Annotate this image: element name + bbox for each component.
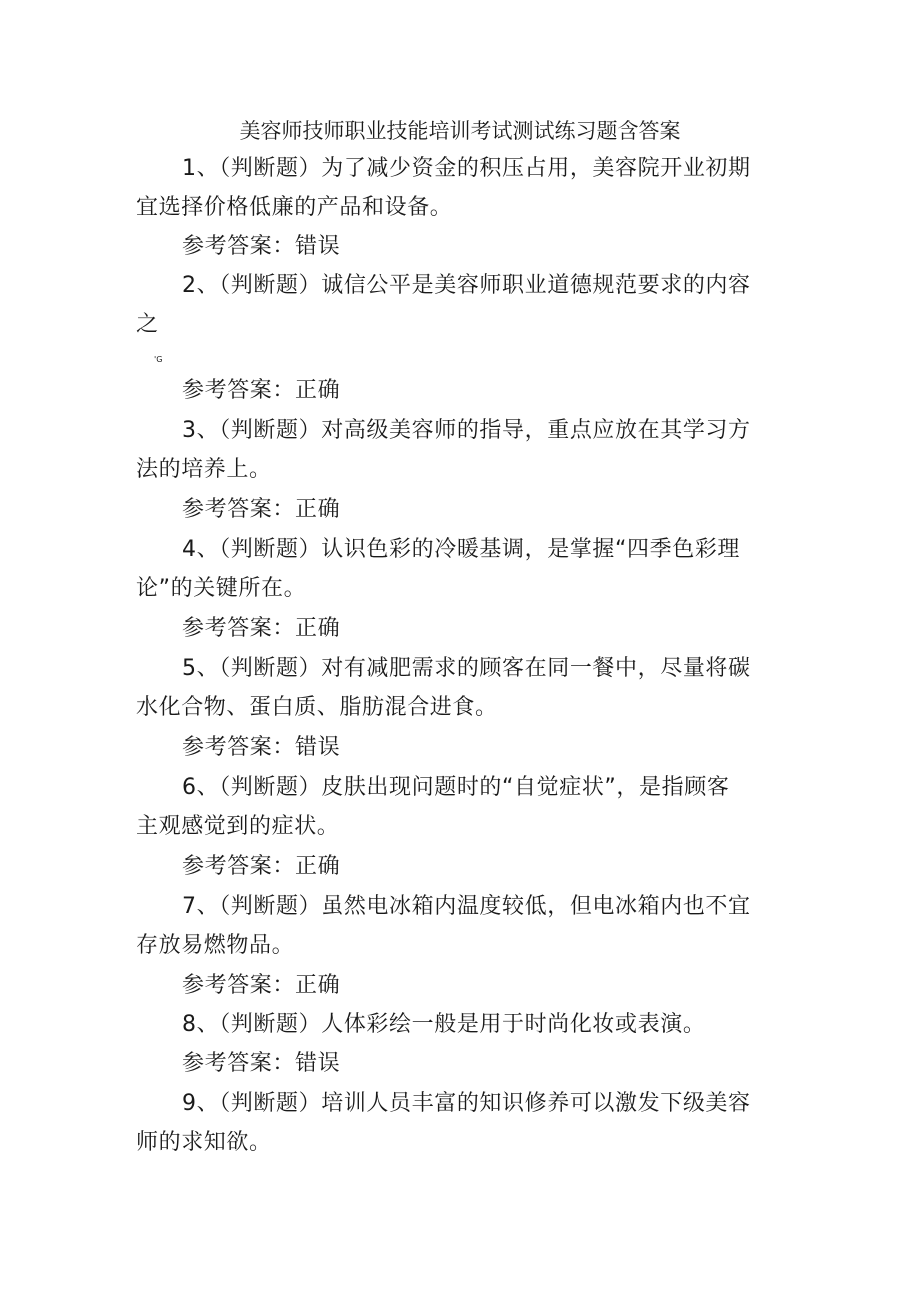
answer-1 <box>182 232 340 262</box>
question-text: 虽然电冰箱内温度较低，但电冰箱内也不宜 <box>321 894 751 919</box>
question-4 <box>182 535 740 565</box>
question-6 <box>182 773 729 803</box>
question-9-continuation: 师的求知欲。 <box>136 1130 272 1155</box>
answer-value: 正确 <box>295 497 341 522</box>
question-2 <box>182 271 751 301</box>
question-number: 7、 <box>182 894 220 919</box>
question-type: （判断题） <box>219 1012 322 1037</box>
answer-label: 参考答案： <box>182 234 296 259</box>
question-7 <box>182 892 751 922</box>
question-3 <box>182 416 751 446</box>
question-text: 培训人员丰富的知识修养可以激发下级美容 <box>321 1091 751 1116</box>
question-number: 6、 <box>182 775 220 800</box>
question-7-continuation: 存放易燃物品。 <box>136 933 295 958</box>
answer-6 <box>182 852 340 882</box>
answer-value: 错误 <box>295 234 341 259</box>
question-number: 1、 <box>182 156 220 181</box>
question-text: 认识色彩的冷暖基调，是掌握“四季色彩理 <box>321 537 741 562</box>
question-text: 对高级美容师的指导，重点应放在其学习方 <box>321 418 751 443</box>
answer-value: 正确 <box>295 378 341 403</box>
question-type: （判断题） <box>219 656 322 681</box>
answer-value: 错误 <box>295 1051 341 1076</box>
stray-mark: 'G <box>154 355 163 364</box>
question-type: （判断题） <box>219 537 322 562</box>
question-number: 4、 <box>182 537 220 562</box>
question-5 <box>182 654 751 684</box>
question-type: （判断题） <box>219 1091 322 1116</box>
question-text: 皮肤出现问题时的“自觉症状”，是指顾客 <box>321 775 730 800</box>
answer-value: 错误 <box>295 735 341 760</box>
answer-3 <box>182 495 340 525</box>
answer-label: 参考答案： <box>182 973 296 998</box>
question-1-continuation: 宜选择价格低廉的产品和设备。 <box>136 195 453 220</box>
answer-label: 参考答案： <box>182 735 296 760</box>
question-number: 5、 <box>182 656 220 681</box>
answer-8 <box>182 1049 340 1079</box>
question-number: 8、 <box>182 1012 220 1037</box>
answer-label: 参考答案： <box>182 1051 296 1076</box>
question-2-continuation: 之 <box>136 312 159 337</box>
answer-label: 参考答案： <box>182 854 296 879</box>
answer-label: 参考答案： <box>182 378 296 403</box>
answer-value: 正确 <box>295 616 341 641</box>
question-type: （判断题） <box>219 273 322 298</box>
question-1 <box>182 154 751 184</box>
question-number: 2、 <box>182 273 220 298</box>
answer-value: 正确 <box>295 854 341 879</box>
question-text: 人体彩绘一般是用于时尚化妆或表演。 <box>321 1012 706 1037</box>
answer-5 <box>182 733 340 763</box>
question-text: 对有减肥需求的顾客在同一餐中，尽量将碳 <box>321 656 751 681</box>
answer-value: 正确 <box>295 973 341 998</box>
question-number: 9、 <box>182 1091 220 1116</box>
question-type: （判断题） <box>219 775 322 800</box>
question-4-continuation: 论”的关键所在。 <box>136 576 307 601</box>
question-3-continuation: 法的培养上。 <box>136 457 272 482</box>
question-type: （判断题） <box>219 418 322 443</box>
question-type: （判断题） <box>219 894 322 919</box>
question-type: （判断题） <box>219 156 322 181</box>
document-title: 美容师技师职业技能培训考试测试练习题含答案 <box>239 119 681 143</box>
answer-label: 参考答案： <box>182 497 296 522</box>
question-text: 为了减少资金的积压占用，美容院开业初期 <box>321 156 751 181</box>
question-6-continuation: 主观感觉到的症状。 <box>136 814 340 839</box>
question-number: 3、 <box>182 418 220 443</box>
question-5-continuation: 水化合物、蛋白质、脂肪混合进食。 <box>136 695 498 720</box>
answer-label: 参考答案： <box>182 616 296 641</box>
question-8 <box>182 1010 705 1040</box>
answer-4 <box>182 614 340 644</box>
answer-7 <box>182 971 340 1001</box>
question-9 <box>182 1089 751 1119</box>
answer-2 <box>182 376 340 406</box>
question-text: 诚信公平是美容师职业道德规范要求的内容 <box>321 273 751 298</box>
